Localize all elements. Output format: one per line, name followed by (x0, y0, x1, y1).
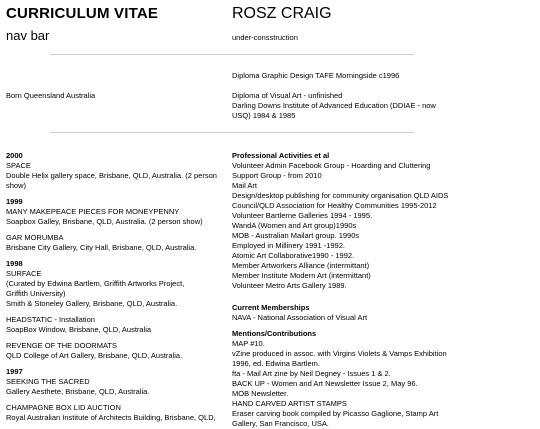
exhibition-line: Gallery Aesthete, Brisbane, QLD, Australia. (6, 387, 150, 396)
exhibitions-column (6, 151, 226, 423)
exhibition-line: CHAMPAGNE BOX LID AUCTION (6, 403, 121, 412)
nav-bar[interactable]: nav bar (6, 28, 50, 43)
section-heading: Mentions/Contributions (232, 329, 317, 338)
activity-line: MAP #10. (232, 339, 265, 348)
exhibition-line: Brisbane City Gallery, City Hall, Brisbane, QLD, Australia. (6, 243, 197, 252)
activity-line: Eraser carving book compiled by Picasso Gaglione, Stamp Art (232, 409, 439, 418)
activity-line: NAVA - National Association of Visual Art (232, 313, 368, 322)
activity-line: Volunteer Admin Facebook Group - Hoarding and Cluttering (232, 161, 431, 170)
exhibition-line: show) (6, 181, 27, 190)
activity-line: MOB - Australian Mailart group. 1990s (232, 231, 360, 240)
education-line: USQ) 1984 & 1985 (232, 111, 296, 120)
education-block (232, 71, 436, 121)
activity-line: Support Group - from 2010 (232, 171, 322, 180)
exhibition-line: MANY MAKEPEACE PIECES FOR MONEYPENNY (6, 207, 180, 216)
exhibition-line: GAR MORUMBA (6, 233, 64, 242)
divider (50, 132, 414, 133)
year-heading: 1997 (6, 367, 23, 376)
exhibition-line: SPACE (6, 161, 31, 170)
activity-line: WandA (Women and Art group)1990s (232, 221, 357, 230)
year-heading: 1999 (6, 197, 23, 206)
year-heading: 1998 (6, 259, 23, 268)
activity-line: MOB Newsletter. (232, 389, 289, 398)
exhibition-line: Soapbox Galley, Brisbane, QLD, Australia. (2 person show) (6, 217, 203, 226)
section-heading: Current Memberships (232, 303, 310, 312)
activity-line: Design/desktop publishing for community organisation QLD AIDS (232, 191, 449, 200)
exhibition-line: SEEKING THE SACRED (6, 377, 90, 386)
activity-line: fta - Mail Art zine by Neil Degney - Issues 1 & 2. (232, 369, 391, 378)
activity-line: 1996, ed. Edwina Bartlem. (232, 359, 320, 368)
birthplace: Born Queensland Australia (6, 91, 96, 100)
status-note: under-consstruction (232, 33, 298, 42)
activity-line: Member Artworkers Alliance (intermittant) (232, 261, 370, 270)
activity-line: vZine produced in assoc. with Virgins Violets & Vamps Exhibition (232, 349, 447, 358)
activity-line: Volunteer Metro Arts Gallery 1989. (232, 281, 347, 290)
activity-line: Council/QLD Association for Healthy Communities 1995-2012 (232, 201, 437, 210)
year-heading: 2000 (6, 151, 23, 160)
exhibition-line: QLD College of Art Gallery, Brisbane, QLD, Australia. (6, 351, 183, 360)
exhibition-line: SURFACE (6, 269, 42, 278)
exhibition-line: Smith & Stoneley Gallery, Brisbane, QLD, Australia. (6, 299, 178, 308)
divider (50, 54, 414, 55)
activity-line: Employed in Millinery 1991 -1992. (232, 241, 345, 250)
exhibition-line: SoapBox Window, Brisbane, QLD, Australia (6, 325, 152, 334)
activity-line: BACK UP - Women and Art Newsletter Issue 2, May 96. (232, 379, 418, 388)
section-heading: Professional Activities et al (232, 151, 330, 160)
education-line: Diploma of Visual Art - unfinished (232, 91, 343, 100)
exhibition-line: REVENGE OF THE DOORMATS (6, 341, 117, 350)
education-line: Diploma Graphic Design TAFE Morningside c1996 (232, 71, 400, 80)
exhibition-line: HEADSTATIC - Installation (6, 315, 95, 324)
exhibition-line: Double Helix gallery space, Brisbane, QLD, Australia. (2 person (6, 171, 217, 180)
exhibition-line: (Curated by Edwina Bartlem, Griffith Artworks Project, (6, 279, 185, 288)
activity-line: Volunteer Bartlerne Galleries 1994 - 1995. (232, 211, 373, 220)
activity-line: Atomic Art Collaborative1990 - 1992. (232, 251, 355, 260)
page-title: CURRICULUM VITAE (6, 5, 159, 22)
activity-line: Gallery, San Francisco, USA. (232, 419, 329, 428)
activity-line: Mail Art (232, 181, 258, 190)
exhibition-line: Griffith University) (6, 289, 66, 298)
education-line: Darling Downs Institute of Advanced Education (DDIAE - now (232, 101, 436, 110)
artist-name: ROSZ CRAIG (232, 5, 332, 22)
activity-line: HAND CARVED ARTIST STAMPS (232, 399, 347, 408)
education-line (232, 81, 436, 91)
activities-column (232, 151, 532, 429)
activity-line: Member Institute Modern Art (intermittant) (232, 271, 371, 280)
exhibition-line: Royal Australian Institute of Architects Building, Brisbane, QLD, (6, 413, 216, 422)
